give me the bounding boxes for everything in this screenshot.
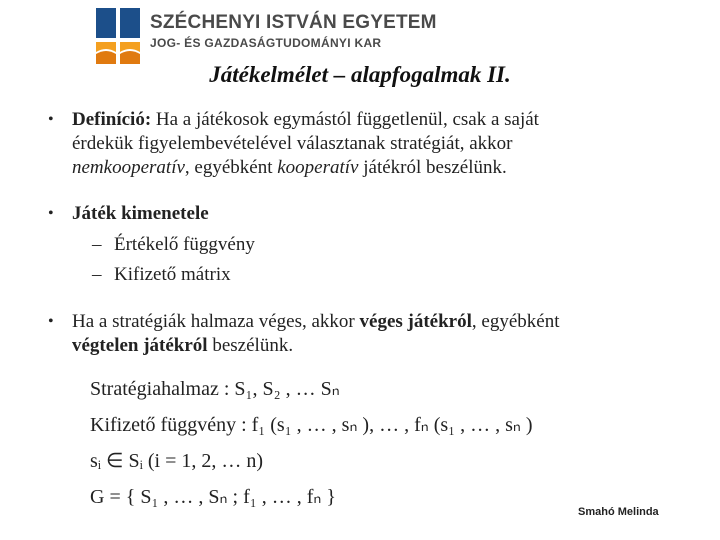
definition-em-noncoop: nemkooperatív [72, 157, 185, 178]
outcome-sub-label: Értékelő függvény [114, 234, 255, 255]
bullet-finite [48, 310, 672, 358]
bullet-dot-icon: • [48, 205, 54, 222]
finite-bold2: végtelen játékról [72, 335, 208, 356]
university-name: SZÉCHENYI ISTVÁN EGYETEM [150, 12, 437, 33]
author-name: Smahó Melinda [578, 506, 659, 518]
outcome-term: Játék kimenetele [72, 203, 209, 224]
faculty-name: JOG- ÉS GAZDASÁGTUDOMÁNYI KAR [150, 36, 382, 50]
finite-bold1: véges játékról [359, 311, 472, 332]
bullet-outcome [48, 202, 672, 226]
definition-mid: , egyébként [184, 157, 278, 178]
outcome-sub-item [92, 264, 231, 286]
math-strategy-membership: sᵢ ∈ Sᵢ (i = 1, 2, … n) [90, 450, 264, 472]
math-payoff-function: Kifizető függvény : f₁ (s₁ , … , sₙ ), … , fₙ (s₁ , … , sₙ ) [90, 414, 533, 436]
definition-line1: Ha a játékosok egymástól függetlenül, csak a saját [151, 109, 539, 130]
outcome-sub-item [92, 234, 255, 256]
math-strategy-set: Stratégiahalmaz : S₁, S₂ , … Sₙ [90, 378, 340, 400]
definition-end: játékról beszélünk. [358, 157, 507, 178]
definition-line2: érdekük figyelembevételével választanak stratégiát, akkor [72, 133, 513, 154]
finite-line1-start: Ha a stratégiák halmaza véges, akkor [72, 311, 360, 332]
university-crest-icon [96, 8, 140, 64]
slide-title: Játékelmélet – alapfogalmak II. [209, 62, 511, 87]
finite-line1-end: , egyébként [471, 311, 560, 332]
bullet-dot-icon: • [48, 111, 54, 128]
dash-icon: – [92, 234, 102, 255]
definition-em-coop: kooperatív [277, 157, 359, 178]
definition-term: Definíció: [72, 109, 152, 130]
dash-icon: – [92, 264, 102, 285]
outcome-sub-label: Kifizető mátrix [114, 264, 231, 285]
math-game-definition: G = { S₁ , … , Sₙ ; f₁ , … , fₙ } [90, 486, 336, 508]
finite-end: beszélünk. [207, 335, 294, 356]
bullet-definition [48, 108, 672, 180]
bullet-dot-icon: • [48, 313, 54, 330]
